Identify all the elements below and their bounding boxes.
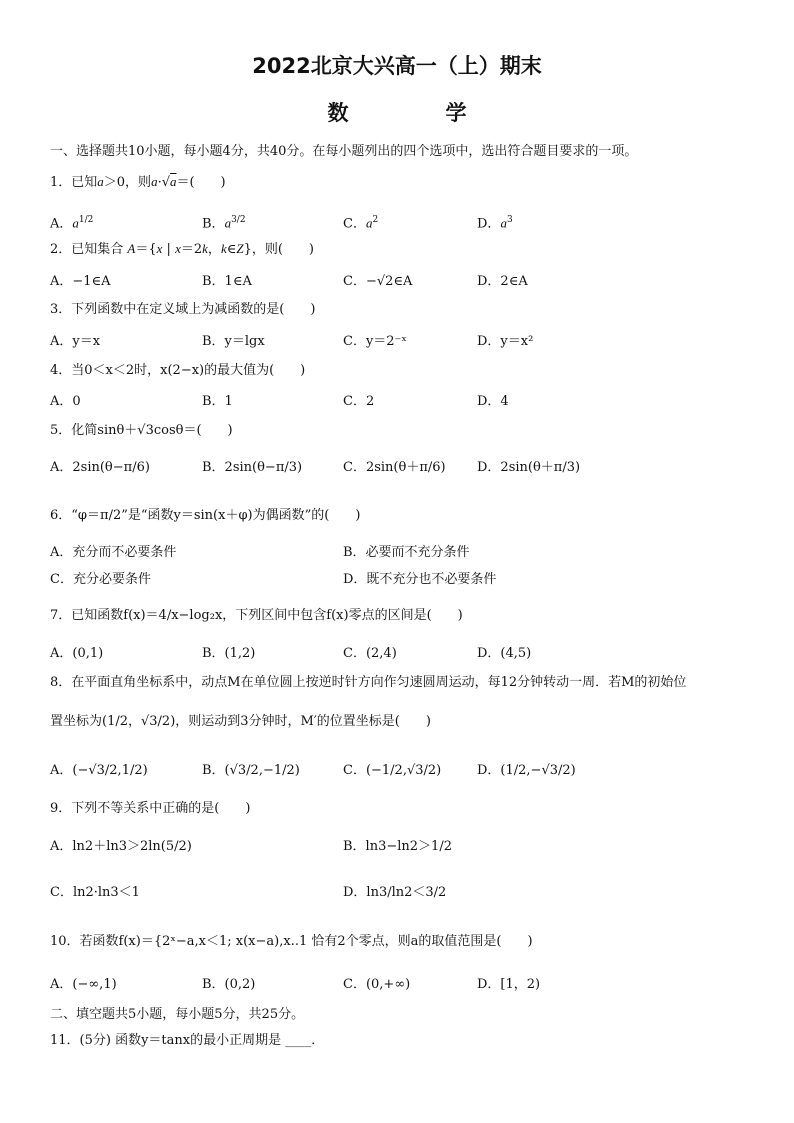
q5-option-d: D．2sin(θ＋π/3) <box>477 460 581 475</box>
q3-option-a: A．y＝x <box>50 334 101 349</box>
q6-option-a: A．充分而不必要条件 <box>50 545 177 560</box>
question-5: 5．化简sinθ＋√3cosθ＝( ) <box>50 423 233 438</box>
q6-option-d: D．既不充分也不必要条件 <box>343 572 497 587</box>
q9-option-d: D．ln3/ln2＜3/2 <box>343 885 447 900</box>
q10-option-a: A．(−∞,1) <box>50 977 117 992</box>
section-1-heading: 一、选择题共10小题，每小题4分，共40分。在每小题列出的四个选项中，选出符合题目要求的一项。 <box>50 144 638 159</box>
q7-option-c: C．(2,4) <box>343 646 397 661</box>
section-2-heading: 二、填空题共5小题，每小题5分，共25分。 <box>50 1007 305 1022</box>
q1-option-b: B．$a^{3/2}$ <box>202 215 246 232</box>
question-9: 9．下列不等关系中正确的是( ) <box>50 801 251 816</box>
q7-option-b: B．(1,2) <box>202 646 256 661</box>
question-8-line-1: 8．在平面直角坐标系中，动点M在单位圆上按逆时针方向作匀速圆周运动，每12分钟转动一周．若M的初始位 <box>50 675 687 690</box>
q1-option-c: C．$a^2$ <box>343 215 379 232</box>
q5-option-c: C．2sin(θ＋π/6) <box>343 460 446 475</box>
q4-option-a: A．0 <box>50 394 81 409</box>
q7-option-a: A．(0,1) <box>50 646 104 661</box>
q6-option-b: B．必要而不充分条件 <box>343 545 470 560</box>
q5-option-b: B．2sin(θ−π/3) <box>202 460 303 475</box>
q1-option-d: D．$a^3$ <box>477 215 513 232</box>
question-6: 6．“φ＝π/2”是“函数y＝sin(x＋φ)为偶函数”的( ) <box>50 508 361 523</box>
q7-option-d: D．(4,5) <box>477 646 532 661</box>
q1-option-a: A．$a^{1/2}$ <box>50 215 94 232</box>
question-8-line-2: 置坐标为(1/2，√3/2)，则运动到3分钟时，M′的位置坐标是( ) <box>50 714 431 729</box>
q2-option-c: C．−√2∈A <box>343 274 413 289</box>
question-10: 10．若函数f(x)＝{2ˣ−a,x＜1; x(x−a),x..1 恰有2个零点，则a的取值范围是( ) <box>50 934 533 949</box>
q3-option-d: D．y＝x² <box>477 334 534 349</box>
question-4: 4．当0＜x＜2时，x(2−x)的最大值为( ) <box>50 363 306 378</box>
q8-option-d: D．(1/2,−√3/2) <box>477 763 576 778</box>
question-11: 11．(5分) 函数y＝tanx的最小正周期是 ____． <box>50 1033 325 1048</box>
question-7: 7．已知函数f(x)＝4/x−log₂x，下列区间中包含f(x)零点的区间是( ) <box>50 608 463 623</box>
q2-option-b: B．1∈A <box>202 274 252 289</box>
q9-option-b: B．ln3−ln2＞1/2 <box>343 839 452 854</box>
q2-option-a: A．−1∈A <box>50 274 111 289</box>
subject-title: 数 学 <box>327 101 505 125</box>
question-2: 2．已知集合 A＝{x | x＝2k，k∈Z}，则( ) <box>50 241 314 257</box>
q9-option-a: A．ln2＋ln3＞2ln(5/2) <box>50 839 192 854</box>
q8-option-a: A．(−√3/2,1/2) <box>50 763 148 778</box>
q4-option-d: D．4 <box>477 394 509 409</box>
q3-option-b: B．y＝lgx <box>202 334 265 349</box>
page-title: 2022北京大兴高一（上）期末 <box>252 54 542 78</box>
q8-option-b: B．(√3/2,−1/2) <box>202 763 300 778</box>
q9-option-c: C．ln2·ln3＜1 <box>50 885 140 900</box>
q10-option-b: B．(0,2) <box>202 977 256 992</box>
q2-option-d: D．2∈A <box>477 274 528 289</box>
q5-option-a: A．2sin(θ−π/6) <box>50 460 150 475</box>
question-1: 1．已知a＞0，则a·√a＝( ) <box>50 174 226 190</box>
q6-option-c: C．充分必要条件 <box>50 572 151 587</box>
q10-option-d: D．[1，2) <box>477 977 541 992</box>
q8-option-c: C．(−1/2,√3/2) <box>343 763 442 778</box>
q10-option-c: C．(0,+∞) <box>343 977 411 992</box>
question-3: 3．下列函数中在定义域上为减函数的是( ) <box>50 302 316 317</box>
q3-option-c: C．y＝2⁻ˣ <box>343 334 407 349</box>
q4-option-b: B．1 <box>202 394 233 409</box>
q4-option-c: C．2 <box>343 394 375 409</box>
